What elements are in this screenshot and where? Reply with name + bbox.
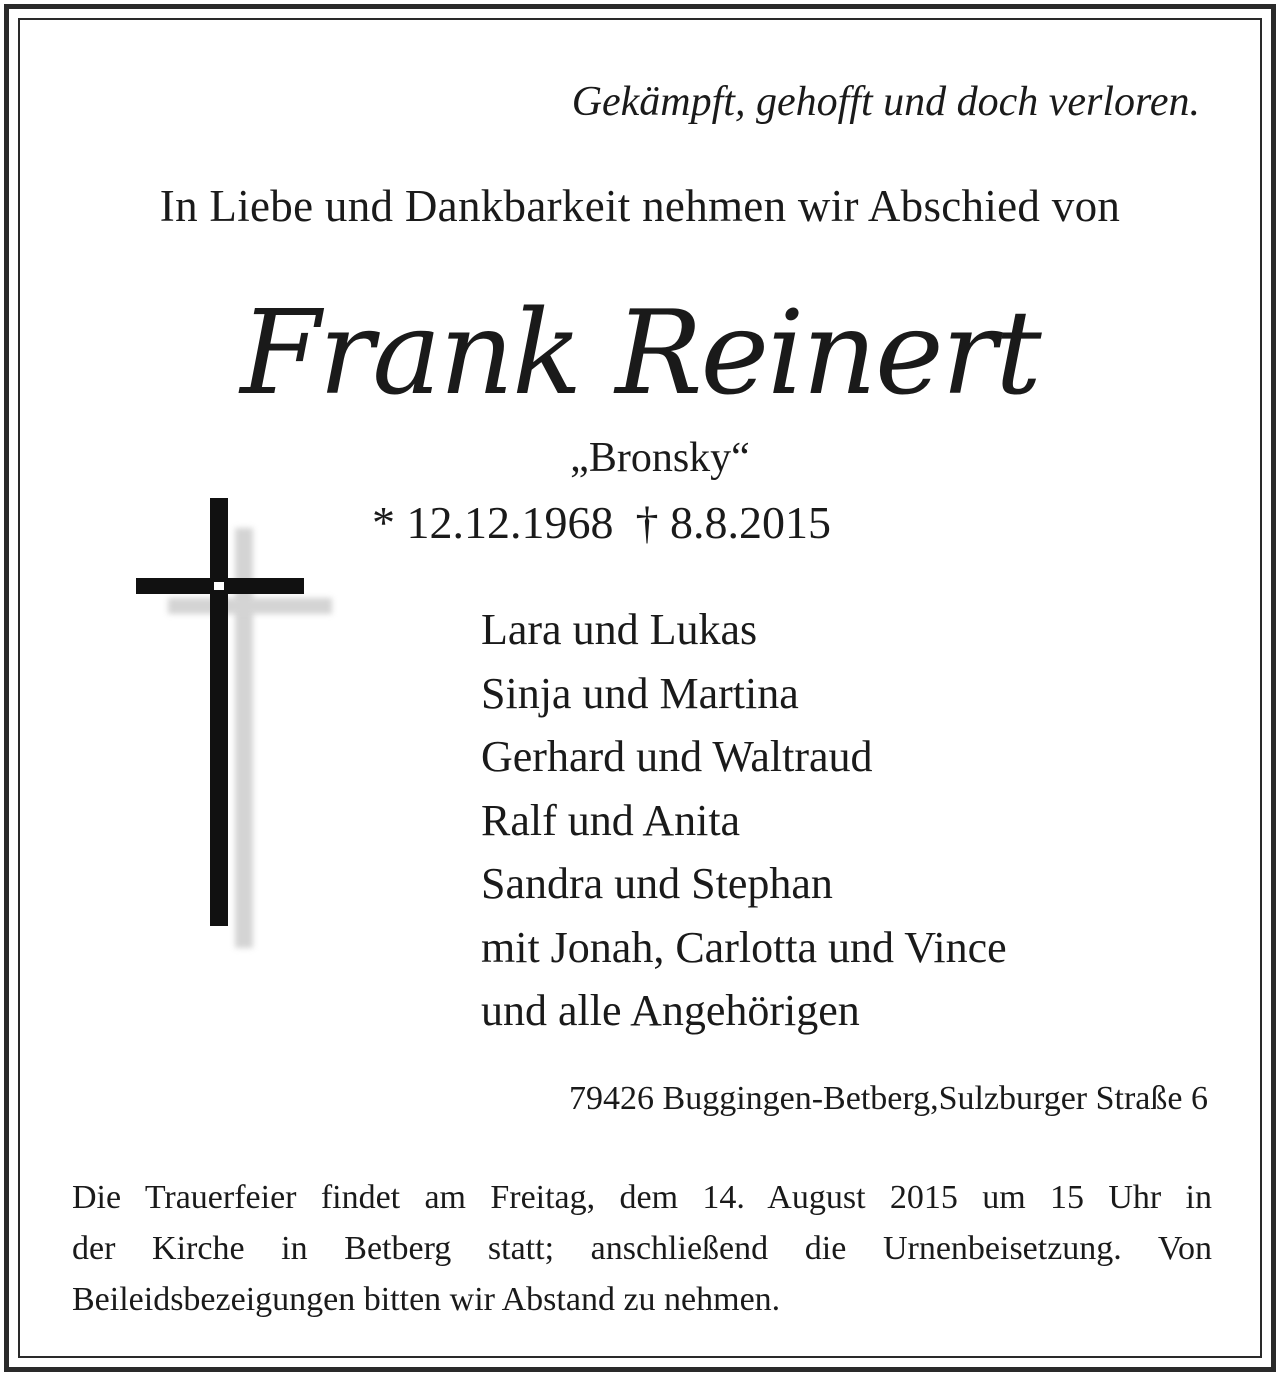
- mourner-line: Sandra und Stephan: [481, 859, 833, 908]
- mourner-line: Ralf und Anita: [481, 795, 741, 845]
- motto: Gekämpft, gehofft und doch verloren.: [571, 79, 1200, 125]
- ceremony-line: der Kirche in Betberg statt; anschließend die Urnenbeisetzung. Von: [72, 1230, 1212, 1267]
- mourners-list: [481, 598, 1007, 1043]
- deceased-name: Frank Reinert: [240, 286, 1040, 421]
- mourner-line: Sinja und Martina: [481, 668, 799, 718]
- ceremony-line: Beileidsbezeigungen bitten wir Abstand zu nehmen.: [72, 1281, 781, 1318]
- death-date: † 8.8.2015: [635, 497, 831, 548]
- mourner-line: mit Jonah, Carlotta und Vince: [481, 922, 1007, 972]
- ceremony-line: Die Trauerfeier findet am Freitag, dem 14. August 2015 um 15 Uhr in: [72, 1179, 1212, 1216]
- birth-date: * 12.12.1968: [372, 497, 614, 548]
- cross-icon: [136, 498, 336, 958]
- mourner-line: Gerhard und Waltraud: [481, 732, 873, 781]
- life-dates: [372, 496, 831, 549]
- address: 79426 Buggingen-Betberg,Sulzburger Straße 6: [569, 1080, 1208, 1117]
- mourner-line: Lara und Lukas: [481, 605, 758, 654]
- ceremony-text: [72, 1172, 1212, 1325]
- mourner-line: und alle Angehörigen: [481, 986, 860, 1035]
- intro-line: In Liebe und Dankbarkeit nehmen wir Abschied von: [159, 181, 1121, 231]
- nickname: „Bronsky“: [570, 435, 750, 481]
